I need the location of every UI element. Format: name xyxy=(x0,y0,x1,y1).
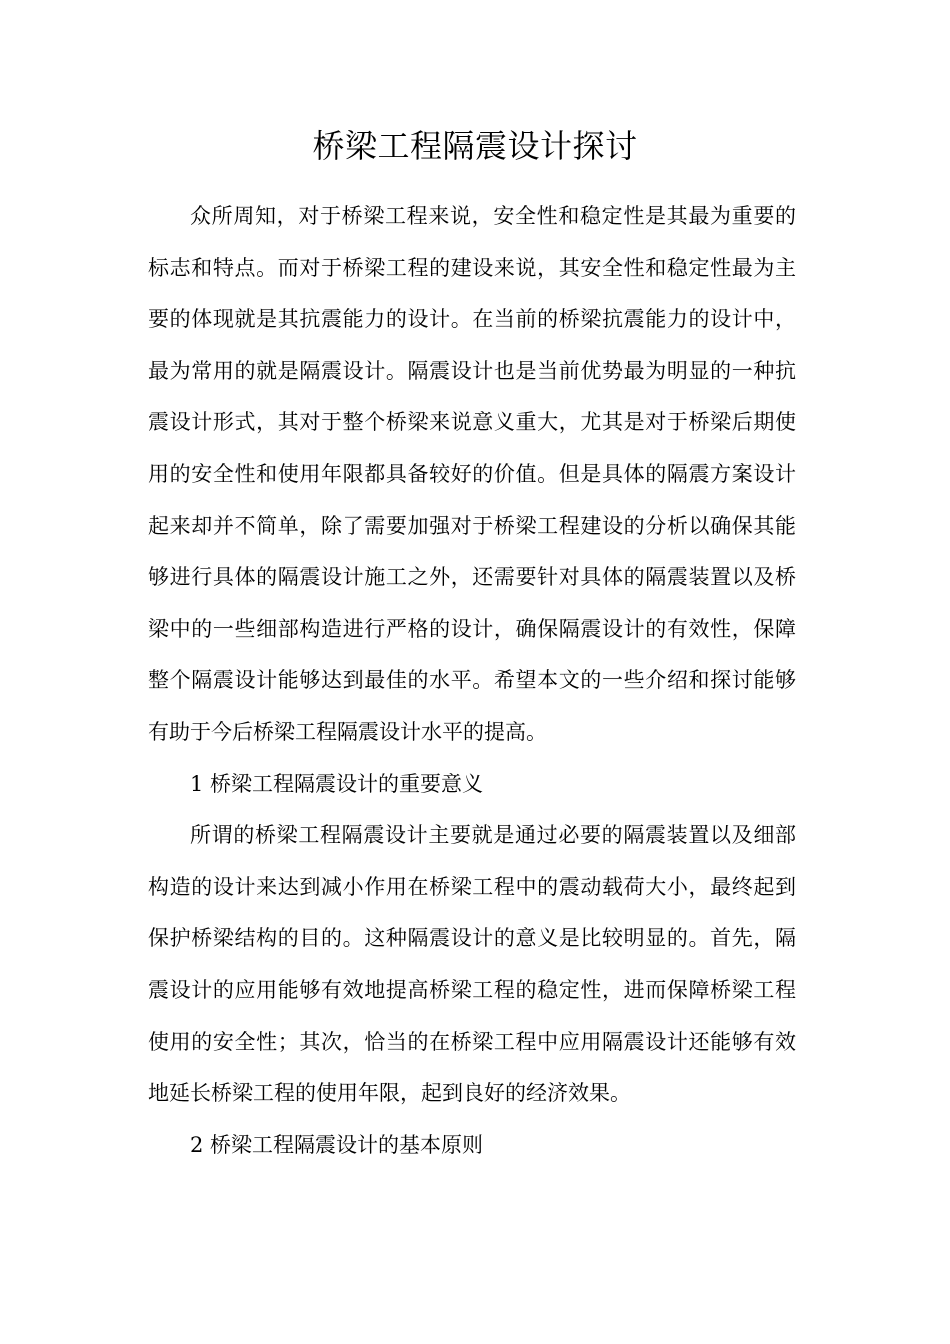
document-title: 桥梁工程隔震设计探讨 xyxy=(312,127,638,165)
section-2-heading: 2 桥梁工程隔震设计的基本原则 xyxy=(190,1132,484,1157)
document-body xyxy=(148,191,796,1171)
intro-paragraph: 众所周知，对于桥梁工程来说，安全性和稳定性是其最为重要的标志和特点。而对于桥梁工程的建设来说，其安全性和稳定性最为主要的体现就是其抗震能力的设计。在当前的桥梁抗震能力的设计中，最为常用的就是隔震设计。隔震设计也是当前优势最为明显的一种抗震设计形式，其对于整个桥梁来说意义重大，尤其是对于桥梁后期使用的安全性和使用年限都具备较好的价值。但是具体的隔震方案设计起来却并不简单，除了需要加强对于桥梁工程建设的分析以确保其能够进行具体的隔震设计施工之外，还需要针对具体的隔震装置以及桥梁中的一些细部构造进行严格的设计，确保隔震设计的有效性，保障整个隔震设计能够达到最佳的水平。希望本文的一些介绍和探讨能够有助于今后桥梁工程隔震设计水平的提高。 xyxy=(148,204,796,744)
section-1-paragraph: 所谓的桥梁工程隔震设计主要就是通过必要的隔震装置以及细部构造的设计来达到减小作用在桥梁工程中的震动载荷大小，最终起到保护桥梁结构的目的。这种隔震设计的意义是比较明显的。首先，隔震设计的应用能够有效地提高桥梁工程的稳定性，进而保障桥梁工程使用的安全性；其次，恰当的在桥梁工程中应用隔震设计还能够有效地延长桥梁工程的使用年限，起到良好的经济效果。 xyxy=(148,823,796,1106)
section-1-heading: 1 桥梁工程隔震设计的重要意义 xyxy=(190,771,484,796)
